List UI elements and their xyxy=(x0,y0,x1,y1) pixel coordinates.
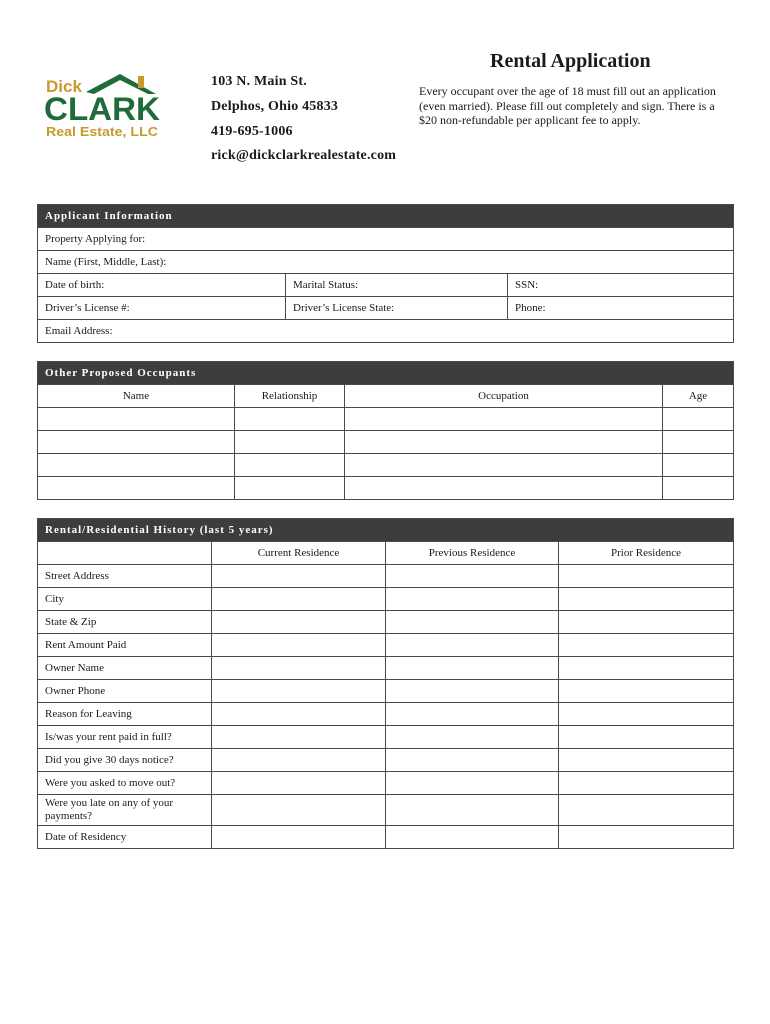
history-row xyxy=(38,795,734,826)
occupant-occupation-cell[interactable] xyxy=(345,454,663,477)
page-title: Rental Application xyxy=(490,50,651,72)
contact-city: Delphos, Ohio 45833 xyxy=(211,99,339,114)
field-ssn[interactable]: SSN: xyxy=(508,274,734,297)
previous-asked-move-cell[interactable] xyxy=(386,772,559,795)
company-logo xyxy=(44,70,166,142)
history-row xyxy=(38,726,734,749)
occupant-age-cell[interactable] xyxy=(663,408,734,431)
prior-city-cell[interactable] xyxy=(559,588,734,611)
contact-email: rick@dickclarkrealestate.com xyxy=(211,148,397,163)
logo-text-main: CLARK xyxy=(44,91,160,127)
logo-text-bottom: Real Estate, LLC xyxy=(46,125,158,139)
field-marital-status[interactable]: Marital Status: xyxy=(286,274,508,297)
previous-street-cell[interactable] xyxy=(386,565,559,588)
previous-city-cell[interactable] xyxy=(386,588,559,611)
logo-text-top: Dick xyxy=(46,77,82,96)
applicant-info-table xyxy=(37,204,734,343)
occupant-age-cell[interactable] xyxy=(663,454,734,477)
occupant-name-cell[interactable] xyxy=(38,454,235,477)
logo-chimney xyxy=(138,76,144,88)
column-header-relationship: Relationship xyxy=(235,385,345,408)
row-label-state-zip: State & Zip xyxy=(38,611,212,634)
prior-owner-name-cell[interactable] xyxy=(559,657,734,680)
row-label-date-residency: Date of Residency xyxy=(38,826,212,849)
field-email[interactable]: Email Address: xyxy=(38,320,734,343)
current-owner-name-cell[interactable] xyxy=(212,657,386,680)
row-label-street-address: Street Address xyxy=(38,565,212,588)
history-row xyxy=(38,680,734,703)
previous-state-zip-cell[interactable] xyxy=(386,611,559,634)
history-corner-cell xyxy=(38,542,212,565)
current-owner-phone-cell[interactable] xyxy=(212,680,386,703)
row-label-city: City xyxy=(38,588,212,611)
prior-asked-move-cell[interactable] xyxy=(559,772,734,795)
current-date-cell[interactable] xyxy=(212,826,386,849)
current-late-cell[interactable] xyxy=(212,795,386,826)
occupant-age-cell[interactable] xyxy=(663,431,734,454)
row-label-rent-paid-full: Is/was your rent paid in full? xyxy=(38,726,212,749)
column-header-occupation: Occupation xyxy=(345,385,663,408)
occupant-name-cell[interactable] xyxy=(38,477,235,500)
occupant-occupation-cell[interactable] xyxy=(345,408,663,431)
intro-text: Every occupant over the age of 18 must fill out an application (even married). Please fill out completely and sign. There is a $20 non-refundable per applicant fee to apply. xyxy=(419,84,716,127)
current-rent-cell[interactable] xyxy=(212,634,386,657)
previous-rent-cell[interactable] xyxy=(386,634,559,657)
prior-owner-phone-cell[interactable] xyxy=(559,680,734,703)
current-notice-cell[interactable] xyxy=(212,749,386,772)
field-phone[interactable]: Phone: xyxy=(508,297,734,320)
occupant-occupation-cell[interactable] xyxy=(345,431,663,454)
prior-state-zip-cell[interactable] xyxy=(559,611,734,634)
occupant-row xyxy=(38,408,734,431)
history-row xyxy=(38,611,734,634)
column-header-previous-residence: Previous Residence xyxy=(386,542,559,565)
history-row xyxy=(38,703,734,726)
current-reason-cell[interactable] xyxy=(212,703,386,726)
prior-reason-cell[interactable] xyxy=(559,703,734,726)
field-property[interactable]: Property Applying for: xyxy=(38,228,734,251)
prior-notice-cell[interactable] xyxy=(559,749,734,772)
occupant-name-cell[interactable] xyxy=(38,431,235,454)
section-heading-occupants: Other Proposed Occupants xyxy=(38,362,734,385)
occupant-relationship-cell[interactable] xyxy=(235,408,345,431)
field-name[interactable]: Name (First, Middle, Last): xyxy=(38,251,734,274)
current-street-cell[interactable] xyxy=(212,565,386,588)
previous-date-cell[interactable] xyxy=(386,826,559,849)
row-label-reason-leaving: Reason for Leaving xyxy=(38,703,212,726)
row-label-owner-name: Owner Name xyxy=(38,657,212,680)
history-row xyxy=(38,772,734,795)
field-drivers-license[interactable]: Driver’s License #: xyxy=(38,297,286,320)
section-heading-history: Rental/Residential History (last 5 years) xyxy=(38,519,734,542)
occupant-row xyxy=(38,477,734,500)
occupant-relationship-cell[interactable] xyxy=(235,454,345,477)
occupant-row xyxy=(38,454,734,477)
occupant-relationship-cell[interactable] xyxy=(235,477,345,500)
occupant-occupation-cell[interactable] xyxy=(345,477,663,500)
prior-rent-cell[interactable] xyxy=(559,634,734,657)
prior-date-cell[interactable] xyxy=(559,826,734,849)
column-header-prior-residence: Prior Residence xyxy=(559,542,734,565)
occupant-age-cell[interactable] xyxy=(663,477,734,500)
contact-street: 103 N. Main St. xyxy=(211,74,307,89)
current-paid-full-cell[interactable] xyxy=(212,726,386,749)
occupants-table xyxy=(37,361,734,500)
column-header-age: Age xyxy=(663,385,734,408)
history-row xyxy=(38,634,734,657)
current-city-cell[interactable] xyxy=(212,588,386,611)
occupant-row xyxy=(38,431,734,454)
previous-reason-cell[interactable] xyxy=(386,703,559,726)
row-label-asked-to-move: Were you asked to move out? xyxy=(38,772,212,795)
history-row xyxy=(38,749,734,772)
previous-late-cell[interactable] xyxy=(386,795,559,826)
field-drivers-license-state[interactable]: Driver’s License State: xyxy=(286,297,508,320)
rental-history-table xyxy=(37,518,734,849)
occupant-relationship-cell[interactable] xyxy=(235,431,345,454)
prior-late-cell[interactable] xyxy=(559,795,734,826)
history-row xyxy=(38,565,734,588)
row-label-rent-amount: Rent Amount Paid xyxy=(38,634,212,657)
column-header-current-residence: Current Residence xyxy=(212,542,386,565)
field-dob[interactable]: Date of birth: xyxy=(38,274,286,297)
column-header-name: Name xyxy=(38,385,235,408)
previous-owner-name-cell[interactable] xyxy=(386,657,559,680)
history-row xyxy=(38,657,734,680)
row-label-late-payments: Were you late on any of your payments? xyxy=(38,795,212,826)
row-label-30-days-notice: Did you give 30 days notice? xyxy=(38,749,212,772)
previous-notice-cell[interactable] xyxy=(386,749,559,772)
section-heading-applicant: Applicant Information xyxy=(38,205,734,228)
contact-phone: 419-695-1006 xyxy=(211,124,293,139)
history-row xyxy=(38,588,734,611)
history-row xyxy=(38,826,734,849)
current-state-zip-cell[interactable] xyxy=(212,611,386,634)
previous-paid-full-cell[interactable] xyxy=(386,726,559,749)
current-asked-move-cell[interactable] xyxy=(212,772,386,795)
occupant-name-cell[interactable] xyxy=(38,408,235,431)
prior-paid-full-cell[interactable] xyxy=(559,726,734,749)
prior-street-cell[interactable] xyxy=(559,565,734,588)
previous-owner-phone-cell[interactable] xyxy=(386,680,559,703)
row-label-owner-phone: Owner Phone xyxy=(38,680,212,703)
